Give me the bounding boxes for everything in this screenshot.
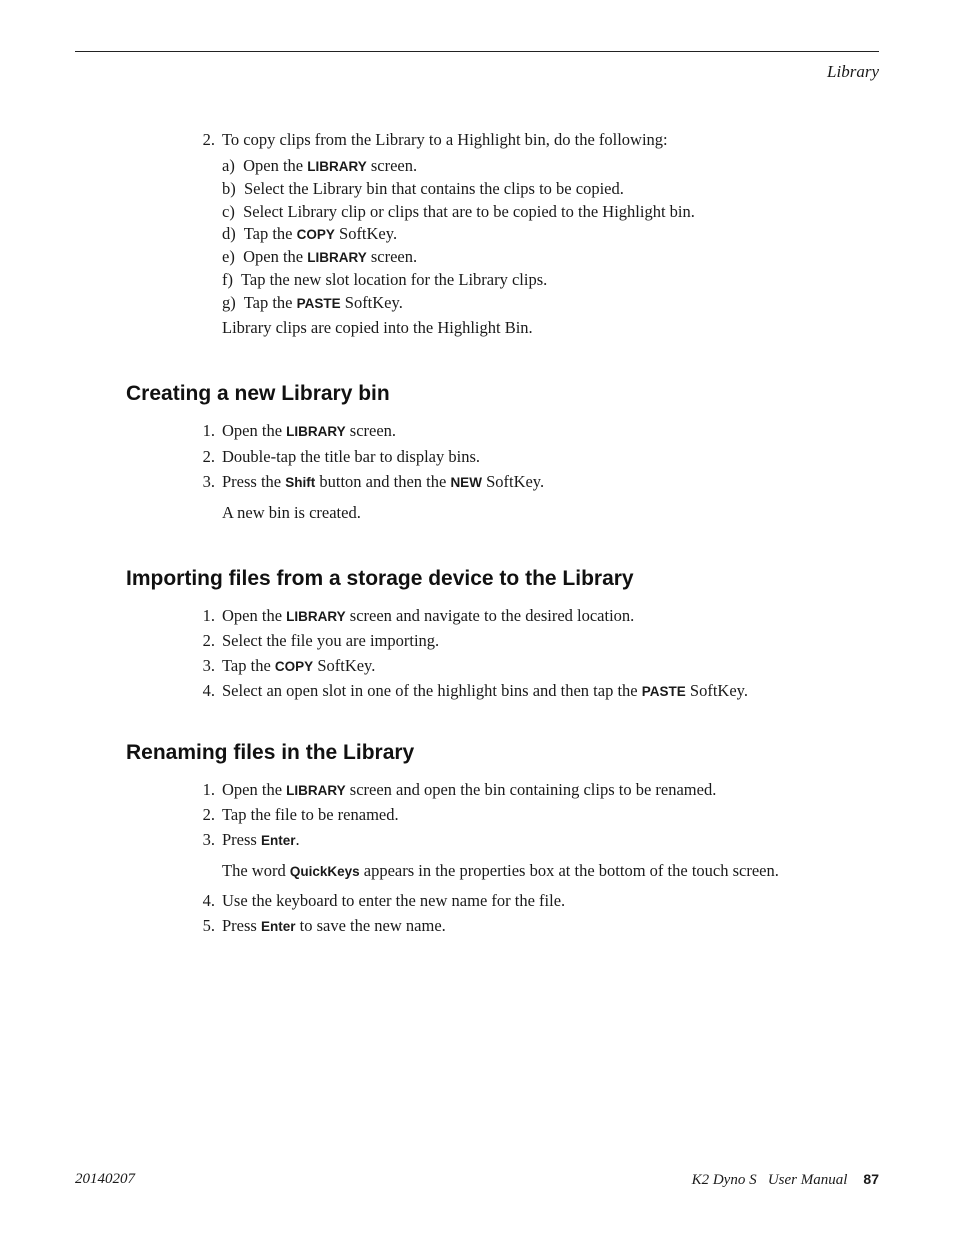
step-text-part: screen and navigate to the desired location. bbox=[345, 606, 635, 625]
step-text: Tap the file to be renamed. bbox=[222, 805, 399, 824]
ui-term: QuickKeys bbox=[289, 864, 360, 879]
step-text-part: . bbox=[295, 830, 300, 849]
substep-text: screen. bbox=[366, 247, 418, 266]
step-text-part: screen. bbox=[345, 421, 397, 440]
section-heading: Renaming files in the Library bbox=[126, 741, 415, 764]
step-text-part: Select an open slot in one of the highlight bins and then tap the bbox=[222, 681, 642, 700]
ui-term: LIBRARY bbox=[307, 250, 367, 265]
footer-date: 20140207 bbox=[75, 1171, 135, 1187]
substep-label: a) bbox=[222, 156, 235, 175]
substep-label: b) bbox=[222, 179, 236, 198]
ui-term: COPY bbox=[274, 659, 314, 674]
substep-d bbox=[222, 224, 397, 245]
step-number: 1. bbox=[202, 606, 215, 625]
step-number: 4. bbox=[202, 891, 215, 910]
step-text-part: SoftKey. bbox=[685, 681, 748, 700]
section-heading: Creating a new Library bin bbox=[126, 382, 390, 405]
step-number: 3. bbox=[202, 656, 215, 675]
step-text-part: Press the bbox=[222, 472, 286, 491]
step-number: 2. bbox=[202, 805, 215, 824]
step-text-part: Tap the bbox=[222, 656, 275, 675]
section-heading: Importing files from a storage device to the Library bbox=[126, 567, 634, 590]
substep-text: Open the bbox=[243, 247, 308, 266]
step-text-part: Open the bbox=[222, 780, 287, 799]
substep-e bbox=[222, 247, 417, 268]
step-note bbox=[222, 861, 779, 882]
ui-term: PASTE bbox=[641, 684, 686, 699]
step-text-part: Press bbox=[222, 916, 261, 935]
step-text: Select the file you are importing. bbox=[222, 631, 440, 650]
substep-f bbox=[222, 270, 547, 290]
substep-text: SoftKey. bbox=[340, 293, 403, 312]
step-text-part: Open the bbox=[222, 421, 287, 440]
step-text-part: to save the new name. bbox=[295, 916, 446, 935]
step-number: 3. bbox=[202, 472, 215, 491]
ui-term: NEW bbox=[450, 475, 482, 490]
substep-label: g) bbox=[222, 293, 236, 312]
substep-text: Open the bbox=[243, 156, 308, 175]
substep-text: screen. bbox=[366, 156, 418, 175]
substep-b bbox=[222, 179, 624, 199]
substep-label: c) bbox=[222, 202, 235, 221]
step-number: 5. bbox=[202, 916, 215, 935]
step-text bbox=[222, 916, 446, 937]
step-text: To copy clips from the Library to a Highlight bin, do the following: bbox=[222, 130, 668, 149]
step-text-part: Open the bbox=[222, 606, 287, 625]
substep-label: e) bbox=[222, 247, 235, 266]
ui-term: LIBRARY bbox=[286, 424, 346, 439]
step-text-part: button and then the bbox=[315, 472, 451, 491]
step-number: 3. bbox=[202, 830, 215, 849]
step-text-part: screen and open the bin containing clips to be renamed. bbox=[345, 780, 717, 799]
step-text-part: Press bbox=[222, 830, 261, 849]
step-text bbox=[222, 656, 375, 677]
step-number: 4. bbox=[202, 681, 215, 700]
ui-term: LIBRARY bbox=[286, 783, 346, 798]
substep-c bbox=[222, 202, 695, 222]
step-text bbox=[222, 830, 300, 851]
step-text bbox=[222, 472, 544, 493]
footer-info bbox=[692, 1171, 879, 1189]
substep-label: d) bbox=[222, 224, 236, 243]
step-text-part: appears in the properties box at the bottom of the touch screen. bbox=[359, 861, 779, 880]
substep-text: Select the Library bin that contains the clips to be copied. bbox=[244, 179, 624, 198]
substep-a bbox=[222, 156, 417, 177]
substep-label: f) bbox=[222, 270, 233, 289]
substep-text: Tap the bbox=[243, 224, 297, 243]
page-number: 87 bbox=[863, 1171, 879, 1187]
ui-term: COPY bbox=[296, 227, 335, 242]
step-result: Library clips are copied into the Highlight Bin. bbox=[222, 318, 533, 337]
ui-term: Shift bbox=[285, 475, 316, 490]
substep-text: Tap the new slot location for the Library clips. bbox=[240, 270, 548, 289]
footer-manual-title: K2 Dyno S User Manual bbox=[691, 1172, 848, 1188]
ui-term: Enter bbox=[260, 833, 296, 848]
step-number: 1. bbox=[202, 421, 215, 440]
step-text: Double-tap the title bar to display bins. bbox=[222, 447, 480, 466]
ui-term: LIBRARY bbox=[286, 609, 346, 624]
step-text-part: SoftKey. bbox=[313, 656, 376, 675]
step-text: Use the keyboard to enter the new name for the file. bbox=[222, 891, 566, 910]
header-rule bbox=[75, 51, 879, 52]
step-result: A new bin is created. bbox=[222, 503, 361, 522]
step-text-part: The word bbox=[222, 861, 290, 880]
step-text bbox=[222, 421, 396, 442]
step-number: 1. bbox=[202, 780, 215, 799]
step-text-part: SoftKey. bbox=[481, 472, 545, 491]
substep-text: Tap the bbox=[243, 293, 297, 312]
running-head: Library bbox=[827, 62, 879, 81]
ui-term: LIBRARY bbox=[307, 159, 367, 174]
step-text bbox=[222, 681, 748, 702]
ui-term: Enter bbox=[260, 919, 296, 934]
step-number: 2. bbox=[202, 447, 215, 466]
substep-text: SoftKey. bbox=[334, 224, 398, 243]
step-number: 2. bbox=[202, 130, 215, 149]
substep-g bbox=[222, 293, 403, 314]
step-text bbox=[222, 780, 716, 801]
step-number: 2. bbox=[202, 631, 215, 650]
substep-text: Select Library clip or clips that are to be copied to the Highlight bin. bbox=[243, 202, 695, 221]
step-text bbox=[222, 606, 634, 627]
ui-term: PASTE bbox=[296, 296, 341, 311]
